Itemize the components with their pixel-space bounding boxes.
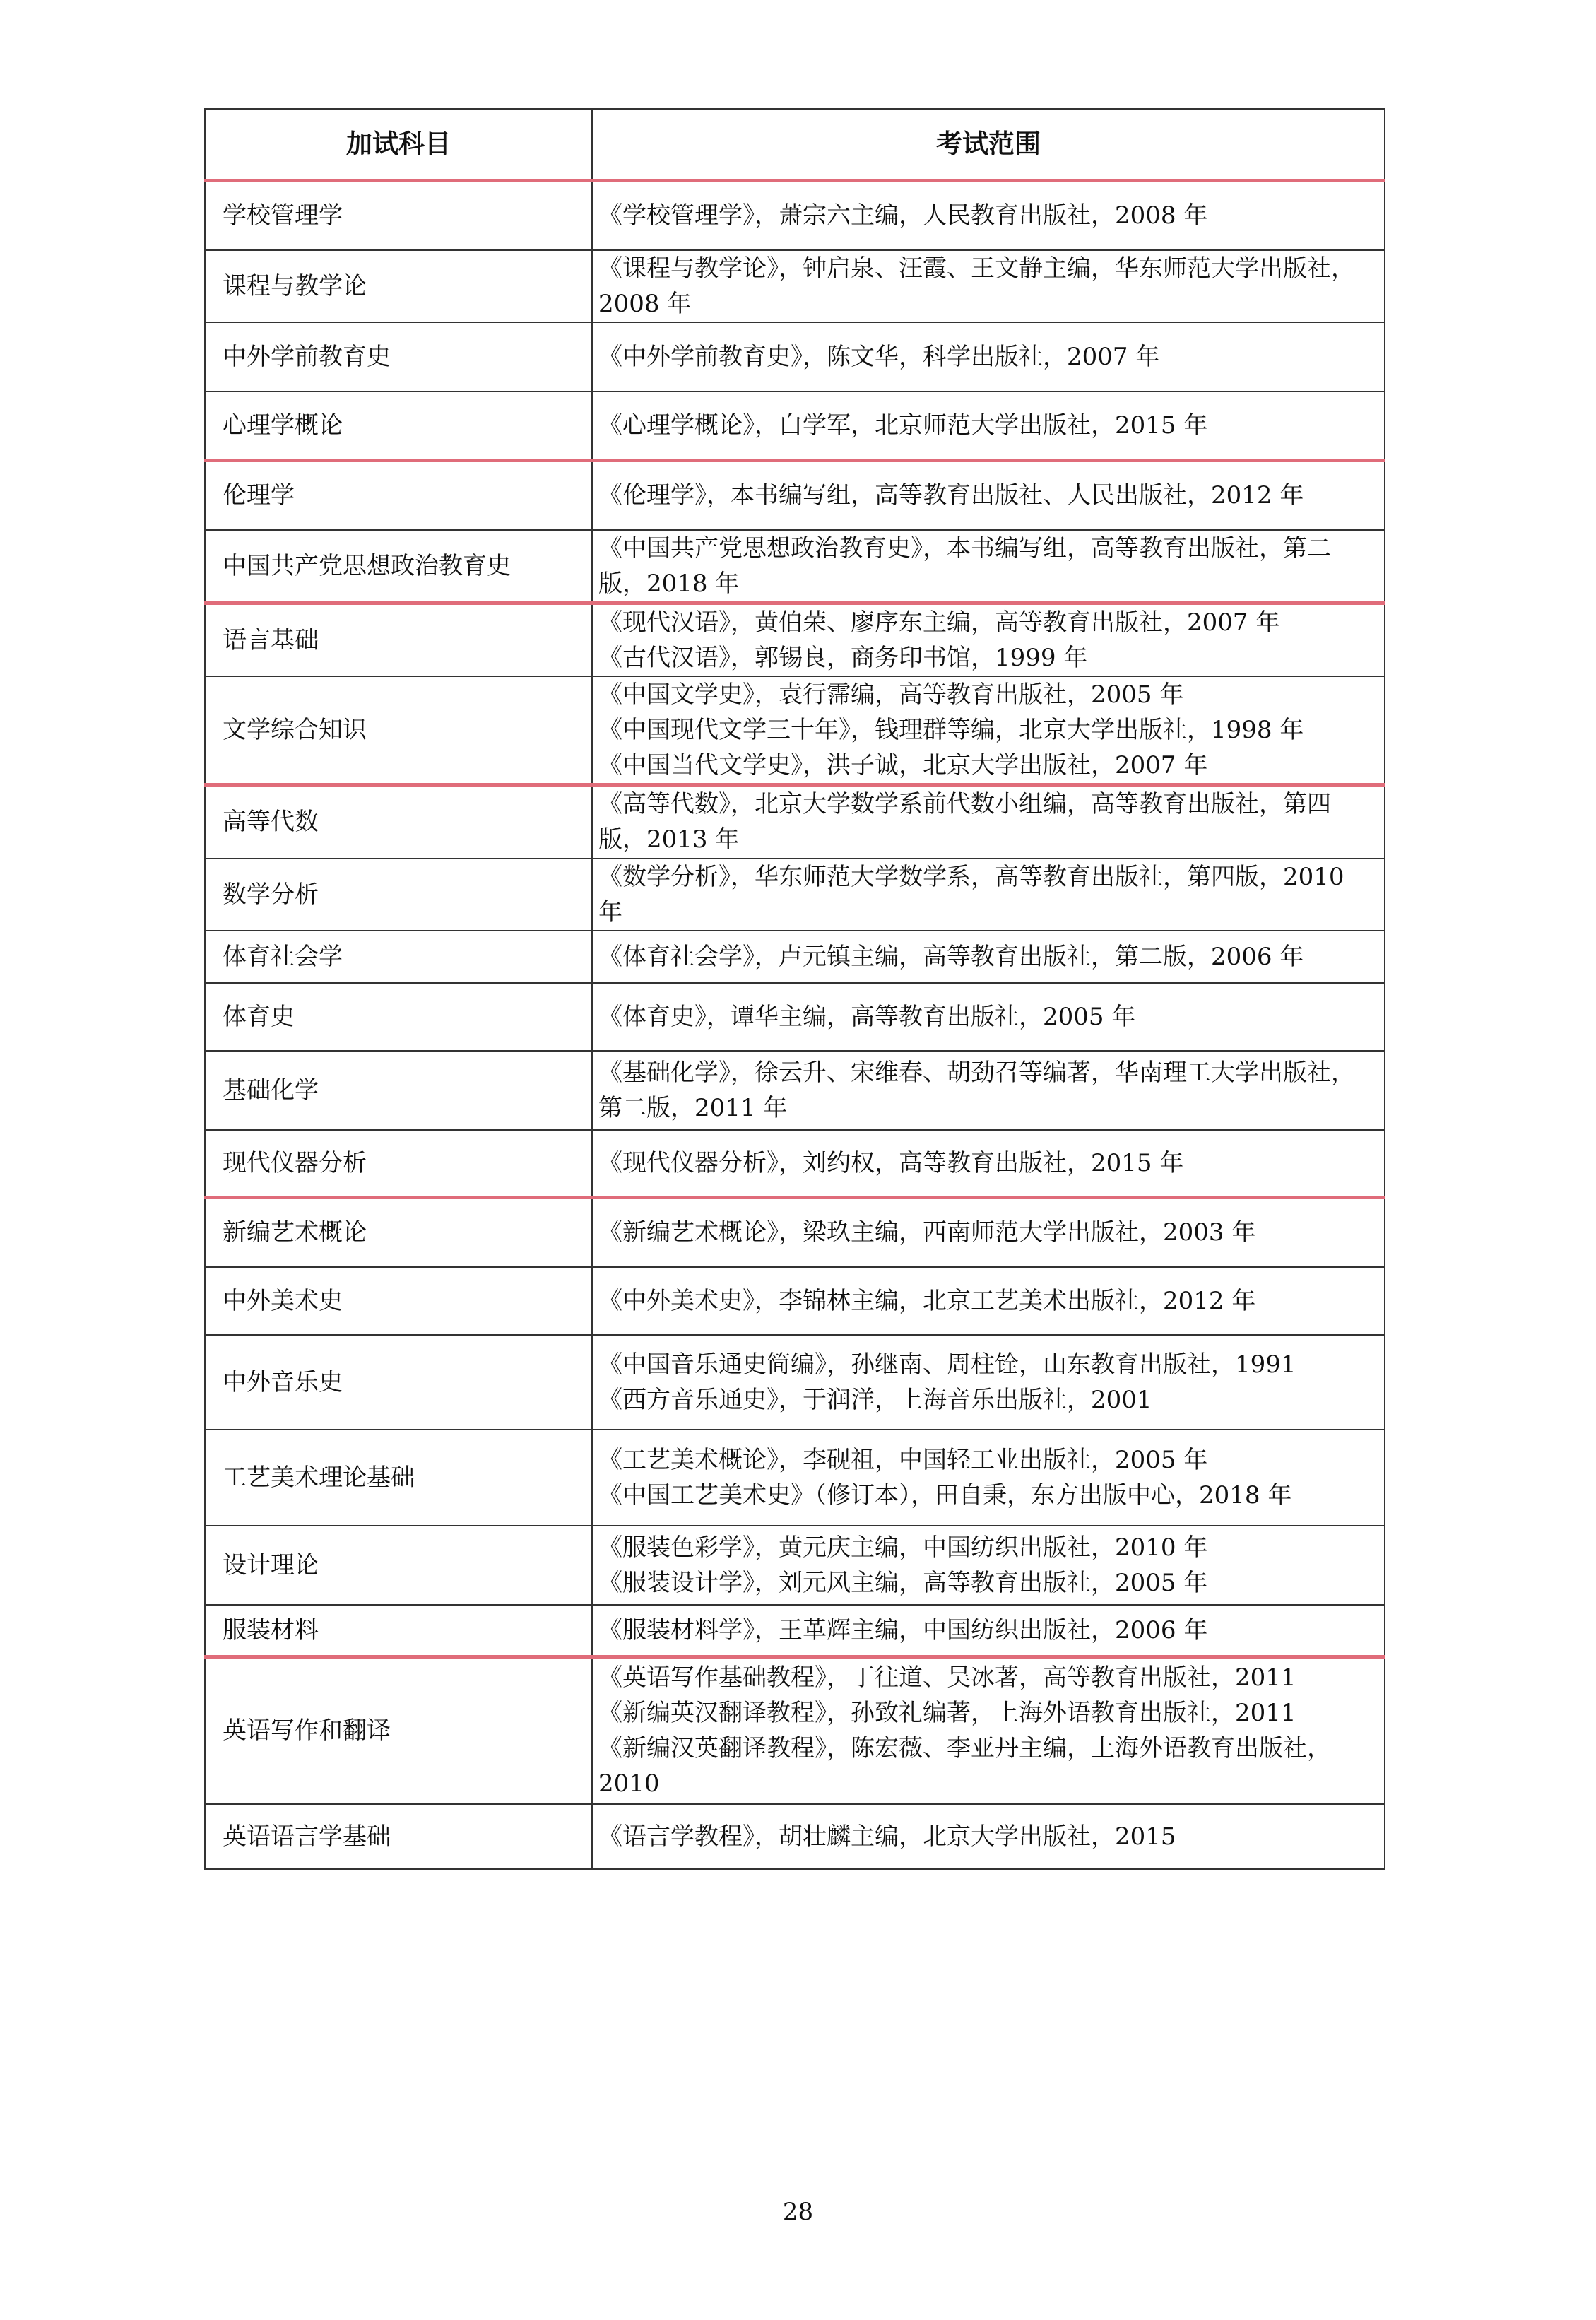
- table-row: [205, 1051, 1385, 1130]
- range-cell: [592, 1198, 1385, 1267]
- range-line: 《中国工艺美术史》（修订本），田自秉，东方出版中心，2018 年: [598, 1480, 1292, 1509]
- subject-cell: 语言基础: [205, 603, 592, 676]
- range-line: 《服装材料学》，王革辉主编，中国纺织出版社，2006 年: [598, 1615, 1208, 1644]
- header-range: 考试范围: [592, 109, 1385, 181]
- range-cell: [592, 1804, 1385, 1869]
- table-row: [205, 391, 1385, 461]
- table-row: [205, 530, 1385, 603]
- range-cell: [592, 1130, 1385, 1198]
- range-line: 《新编英汉翻译教程》，孙致礼编著，上海外语教育出版社，2011: [598, 1699, 1296, 1728]
- subject-cell: 中外学前教育史: [205, 322, 592, 391]
- range-cell: [592, 1430, 1385, 1526]
- table-row: [205, 1267, 1385, 1335]
- table-row: [205, 603, 1385, 676]
- range-cell: [592, 1335, 1385, 1430]
- table-row: [205, 1657, 1385, 1804]
- range-line: 《语言学教程》，胡壮麟主编，北京大学出版社，2015: [598, 1822, 1176, 1851]
- range-cell: [592, 603, 1385, 676]
- table-row: [205, 1335, 1385, 1430]
- subject-cell: 英语语言学基础: [205, 1804, 592, 1869]
- subject-cell: 中外音乐史: [205, 1335, 592, 1430]
- range-cell: [592, 983, 1385, 1051]
- range-line: 《中外美术史》，李锦林主编，北京工艺美术出版社，2012 年: [598, 1286, 1256, 1315]
- subject-cell: 中外美术史: [205, 1267, 592, 1335]
- range-line: 《新编艺术概论》，梁玖主编，西南师范大学出版社，2003 年: [598, 1218, 1256, 1247]
- subject-cell: 英语写作和翻译: [205, 1657, 592, 1804]
- range-cell: [592, 181, 1385, 250]
- range-line: 《高等代数》，北京大学数学系前代数小组编，高等教育出版社，第四版，2013 年: [598, 790, 1331, 854]
- exam-scope-table: [204, 108, 1385, 1870]
- table-row: [205, 250, 1385, 322]
- range-cell: [592, 676, 1385, 785]
- range-line: 《数学分析》，华东师范大学数学系，高等教育出版社，第四版，2010 年: [598, 862, 1344, 926]
- range-line: 《西方音乐通史》，于润洋，上海音乐出版社，2001: [598, 1385, 1152, 1414]
- table-body: [205, 181, 1385, 1869]
- subject-cell: 服装材料: [205, 1605, 592, 1657]
- table-row: [205, 181, 1385, 250]
- range-line: 《基础化学》，徐云升、宋维春、胡劲召等编著，华南理工大学出版社，第二版，2011 年: [598, 1058, 1355, 1122]
- range-line: 《伦理学》，本书编写组，高等教育出版社、人民出版社，2012 年: [598, 481, 1304, 510]
- range-line: 《工艺美术概论》，李砚祖，中国轻工业出版社，2005 年: [598, 1445, 1208, 1474]
- table-row: [205, 322, 1385, 391]
- range-line: 《英语写作基础教程》，丁往道、吴冰著，高等教育出版社，2011: [598, 1664, 1296, 1692]
- range-line: 《中国共产党思想政治教育史》，本书编写组，高等教育出版社，第二版，2018 年: [598, 534, 1331, 598]
- header-subject: 加试科目: [205, 109, 592, 181]
- subject-cell: 心理学概论: [205, 391, 592, 461]
- range-line: 《体育社会学》，卢元镇主编，高等教育出版社，第二版，2006 年: [598, 942, 1304, 971]
- range-cell: [592, 250, 1385, 322]
- subject-cell: 文学综合知识: [205, 676, 592, 785]
- range-line: 《服装设计学》，刘元风主编，高等教育出版社，2005 年: [598, 1568, 1208, 1597]
- range-line: 《中外学前教育史》，陈文华，科学出版社，2007 年: [598, 342, 1160, 371]
- subject-cell: 工艺美术理论基础: [205, 1430, 592, 1526]
- range-cell: [592, 1051, 1385, 1130]
- subject-cell: 设计理论: [205, 1526, 592, 1605]
- range-line: 《现代仪器分析》，刘约权，高等教育出版社，2015 年: [598, 1148, 1184, 1177]
- range-cell: [592, 931, 1385, 983]
- subject-cell: 新编艺术概论: [205, 1198, 592, 1267]
- page-number: 28: [782, 2198, 814, 2226]
- range-cell: [592, 530, 1385, 603]
- range-cell: [592, 785, 1385, 859]
- subject-cell: 体育史: [205, 983, 592, 1051]
- range-line: 《现代汉语》，黄伯荣、廖序东主编，高等教育出版社，2007 年: [598, 608, 1280, 637]
- table-row: [205, 1605, 1385, 1657]
- subject-cell: 数学分析: [205, 859, 592, 931]
- table-row: [205, 461, 1385, 530]
- table-row: [205, 931, 1385, 983]
- table-header-row: [205, 109, 1385, 181]
- range-line: 《中国音乐通史简编》，孙继南、周柱铨，山东教育出版社，1991: [598, 1350, 1296, 1379]
- table-row: [205, 1804, 1385, 1869]
- subject-cell: 中国共产党思想政治教育史: [205, 530, 592, 603]
- subject-cell: 高等代数: [205, 785, 592, 859]
- range-cell: [592, 1605, 1385, 1657]
- range-line: 《新编汉英翻译教程》，陈宏薇、李亚丹主编，上海外语教育出版社，2010: [598, 1734, 1331, 1798]
- range-cell: [592, 1657, 1385, 1804]
- range-line: 《心理学概论》，白学军，北京师范大学出版社，2015 年: [598, 411, 1208, 440]
- range-cell: [592, 1526, 1385, 1605]
- table-row: [205, 676, 1385, 785]
- table-row: [205, 785, 1385, 859]
- range-cell: [592, 461, 1385, 530]
- subject-cell: 伦理学: [205, 461, 592, 530]
- subject-cell: 课程与教学论: [205, 250, 592, 322]
- range-cell: [592, 859, 1385, 931]
- range-cell: [592, 1267, 1385, 1335]
- range-line: 《古代汉语》，郭锡良，商务印书馆，1999 年: [598, 643, 1088, 672]
- range-line: 《中国文学史》，袁行霈编，高等教育出版社，2005 年: [598, 681, 1184, 709]
- subject-cell: 现代仪器分析: [205, 1130, 592, 1198]
- subject-cell: 学校管理学: [205, 181, 592, 250]
- range-cell: [592, 322, 1385, 391]
- table-row: [205, 1130, 1385, 1198]
- range-line: 《中国现代文学三十年》，钱理群等编，北京大学出版社，1998 年: [598, 716, 1304, 744]
- range-line: 《中国当代文学史》，洪子诚，北京大学出版社，2007 年: [598, 751, 1208, 779]
- range-line: 《课程与教学论》，钟启泉、汪霞、王文静主编，华东师范大学出版社，2008 年: [598, 254, 1355, 318]
- subject-cell: 基础化学: [205, 1051, 592, 1130]
- range-line: 《学校管理学》，萧宗六主编，人民教育出版社，2008 年: [598, 201, 1208, 230]
- range-line: 《体育史》，谭华主编，高等教育出版社，2005 年: [598, 1002, 1136, 1031]
- subject-cell: 体育社会学: [205, 931, 592, 983]
- table-row: [205, 1198, 1385, 1267]
- table-row: [205, 983, 1385, 1051]
- range-line: 《服装色彩学》，黄元庆主编，中国纺织出版社，2010 年: [598, 1533, 1208, 1562]
- table-row: [205, 1430, 1385, 1526]
- table-row: [205, 1526, 1385, 1605]
- range-cell: [592, 391, 1385, 461]
- table-row: [205, 859, 1385, 931]
